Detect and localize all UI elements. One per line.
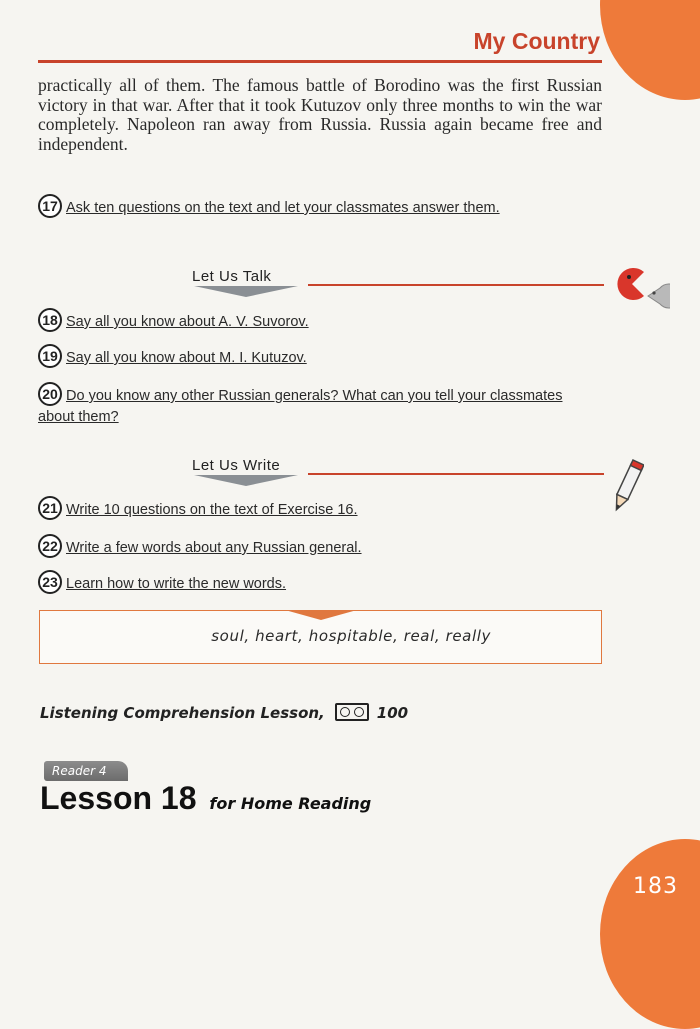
- listening-label: Listening Comprehension Lesson,: [40, 704, 325, 722]
- section-rule: [308, 473, 604, 475]
- exercise-23: [38, 572, 598, 596]
- header-rule: [38, 60, 602, 63]
- exercise-number: 19: [38, 344, 62, 368]
- section-let-us-write: [190, 457, 604, 485]
- exercise-22: [38, 536, 598, 560]
- exercise-text: Say all you know about A. V. Suvorov.: [66, 313, 309, 330]
- body-paragraph: practically all of them. The famous battle of Borodino was the first Russian victory in that war. After that it took Kutuzov only three months to win the war completely. Napoleon ran away from Russia. Russia again became free and independent.: [38, 75, 602, 154]
- exercise-number: 23: [38, 570, 62, 594]
- lesson-title: Lesson 18: [40, 780, 197, 816]
- cassette-icon: [335, 703, 369, 721]
- box-pointer: [285, 610, 357, 620]
- lesson-heading: [40, 780, 371, 817]
- exercise-number: 21: [38, 496, 62, 520]
- new-words-box: [39, 610, 602, 664]
- exercise-text: Do you know any other Russian generals? What can you tell your classmates about them?: [38, 387, 563, 425]
- exercise-21: [38, 498, 598, 522]
- listening-lesson-reference: [40, 704, 408, 723]
- section-arrow: [194, 286, 298, 297]
- pencil-icon: [610, 458, 644, 516]
- page-header-title: My Country: [473, 28, 600, 54]
- exercise-text: Ask ten questions on the text and let your classmates answer them.: [66, 199, 500, 216]
- section-arrow: [194, 475, 298, 486]
- section-let-us-talk: [190, 268, 604, 296]
- lesson-subtitle: for Home Reading: [209, 794, 372, 813]
- section-label: Let Us Talk: [192, 268, 272, 285]
- exercise-18: [38, 310, 598, 334]
- exercise-text: Write a few words about any Russian general.: [66, 539, 362, 556]
- new-words-text: soul, heart, hospitable, real, really: [211, 627, 491, 645]
- exercise-19: [38, 346, 598, 370]
- exercise-20: [38, 384, 598, 426]
- corner-decoration-top: [600, 0, 700, 100]
- exercise-number: 20: [38, 382, 62, 406]
- exercise-17: [38, 196, 598, 220]
- exercise-text: Write 10 questions on the text of Exercise 16.: [66, 501, 358, 518]
- exercise-number: 22: [38, 534, 62, 558]
- exercise-text: Say all you know about M. I. Kutuzov.: [66, 349, 307, 366]
- page-number: 183: [633, 874, 678, 899]
- listening-number: 100: [376, 704, 409, 722]
- exercise-number: 17: [38, 194, 62, 218]
- section-rule: [308, 284, 604, 286]
- corner-decoration-bottom: [600, 839, 700, 1029]
- exercise-text: Learn how to write the new words.: [66, 575, 287, 592]
- pacman-icon: [610, 268, 670, 314]
- exercise-number: 18: [38, 308, 62, 332]
- reader-tab: Reader 4: [44, 761, 128, 781]
- section-label: Let Us Write: [192, 457, 281, 474]
